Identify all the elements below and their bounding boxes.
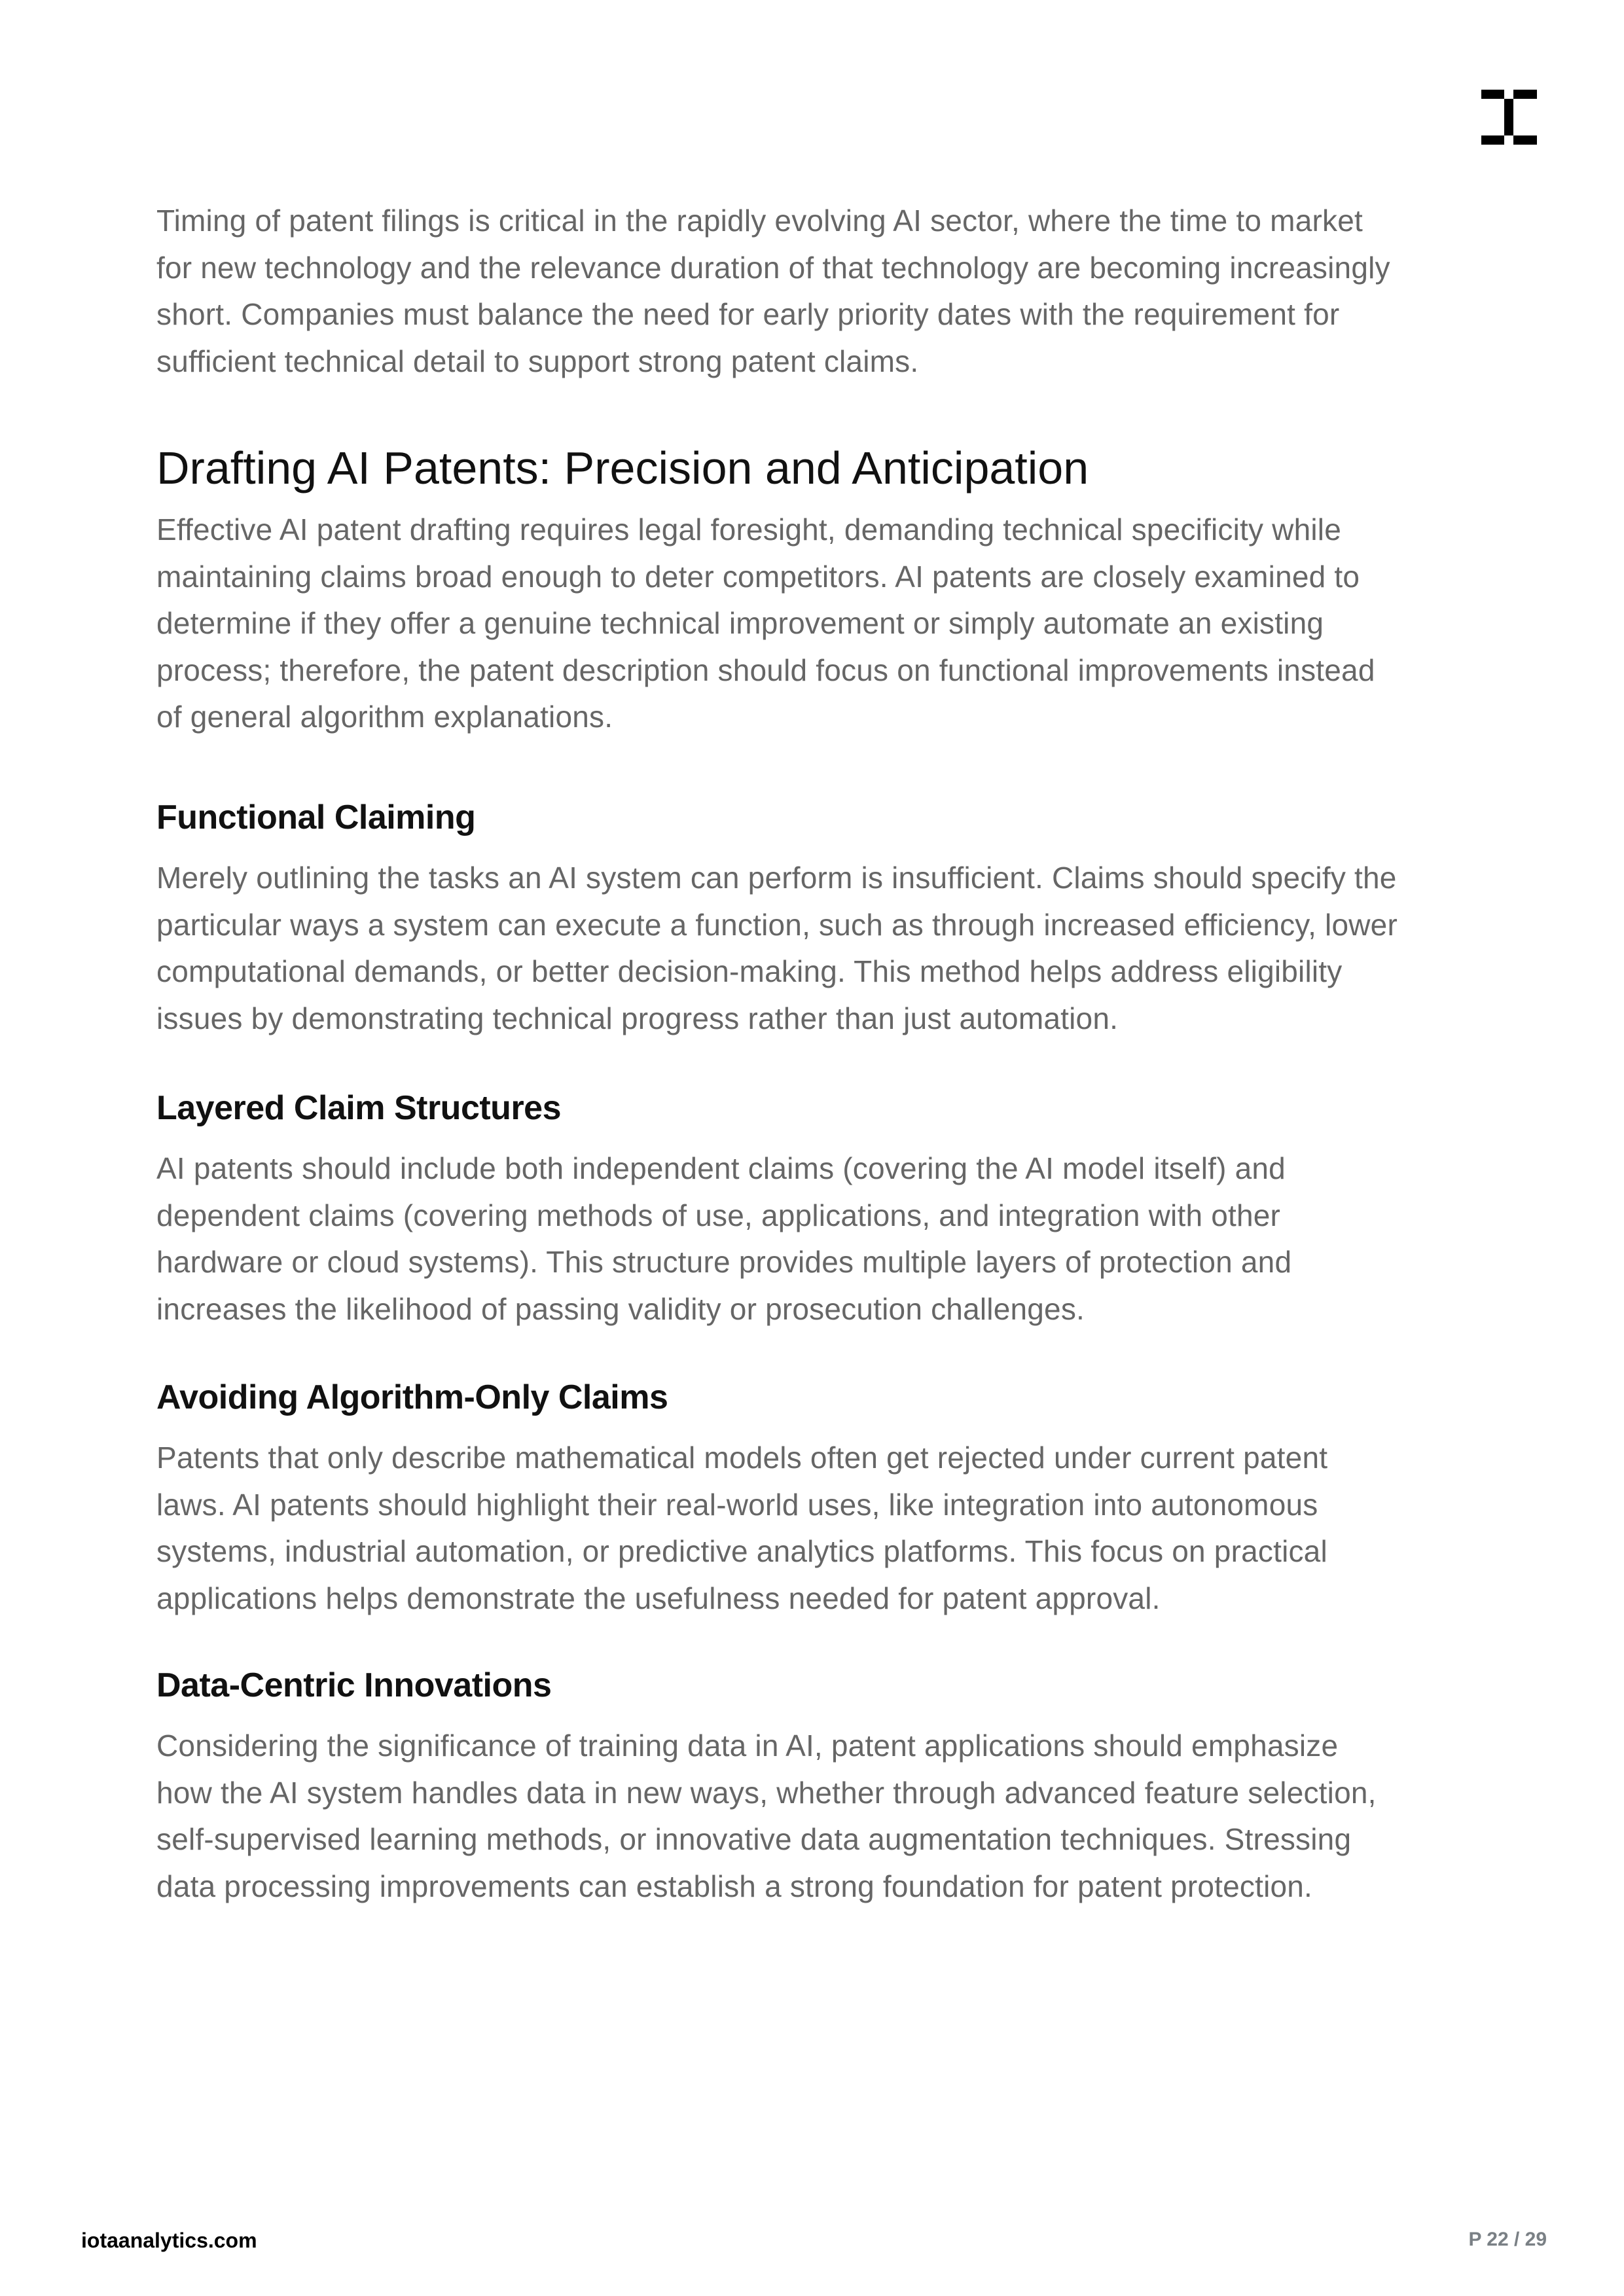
text-line: AI patents should include both independent claims (covering the AI model itself) and (156, 1151, 1286, 1185)
text-line: sufficient technical detail to support strong patent claims. (156, 344, 919, 378)
intro-paragraph (156, 198, 1518, 385)
text-line: increases the likelihood of passing validity or prosecution challenges. (156, 1291, 1085, 1326)
footer-website: iotaanalytics.com (81, 2229, 257, 2252)
text-line: process; therefore, the patent description should focus on functional improvements instead (156, 653, 1375, 687)
text-line: laws. AI patents should highlight their real-world uses, like integration into autonomous (156, 1487, 1318, 1522)
text-line: Effective AI patent drafting requires legal foresight, demanding technical specificity while (156, 512, 1341, 547)
text-line: Considering the significance of training data in AI, patent applications should emphasize (156, 1729, 1339, 1763)
subheading-layered-claims: Layered Claim Structures (156, 1089, 562, 1127)
section-paragraph (156, 1723, 1518, 1910)
section-paragraph (156, 507, 1518, 741)
text-line: Patents that only describe mathematical models often get rejected under current patent (156, 1441, 1328, 1475)
text-line: computational demands, or better decision-making. This method helps address eligibility (156, 954, 1343, 988)
subheading-functional-claiming: Functional Claiming (156, 798, 476, 836)
text-line: dependent claims (covering methods of use, applications, and integration with other (156, 1198, 1281, 1232)
text-line: systems, industrial automation, or predictive analytics platforms. This focus on practical (156, 1534, 1327, 1568)
text-line: short. Companies must balance the need for early priority dates with the requirement for (156, 297, 1340, 331)
text-line: how the AI system handles data in new ways, whether through advanced feature selection, (156, 1775, 1377, 1810)
text-line: of general algorithm explanations. (156, 700, 613, 734)
logo-icon (1481, 90, 1537, 145)
text-line: data processing improvements can establish a strong foundation for patent protection. (156, 1869, 1313, 1903)
text-line: hardware or cloud systems). This structure provides multiple layers of protection and (156, 1245, 1292, 1279)
section-paragraph (156, 855, 1518, 1042)
section-heading: Drafting AI Patents: Precision and Anticipation (156, 442, 1089, 493)
page-number: P 22 / 29 (1468, 2229, 1547, 2250)
text-line: Timing of patent filings is critical in the rapidly evolving AI sector, where the time to market (156, 204, 1363, 238)
text-line: applications helps demonstrate the usefulness needed for patent approval. (156, 1581, 1161, 1615)
subheading-avoiding-algorithm-claims: Avoiding Algorithm-Only Claims (156, 1378, 668, 1416)
text-line: issues by demonstrating technical progress rather than just automation. (156, 1001, 1119, 1035)
text-line: determine if they offer a genuine technical improvement or simply automate an existing (156, 606, 1324, 640)
text-line: particular ways a system can execute a function, such as through increased efficiency, lower (156, 907, 1398, 942)
section-paragraph (156, 1145, 1518, 1333)
text-line: for new technology and the relevance duration of that technology are becoming increasingly (156, 250, 1390, 285)
section-paragraph (156, 1435, 1518, 1622)
text-line: self-supervised learning methods, or innovative data augmentation techniques. Stressing (156, 1822, 1352, 1856)
text-line: maintaining claims broad enough to deter competitors. AI patents are closely examined to (156, 559, 1360, 594)
subheading-data-centric: Data-Centric Innovations (156, 1666, 552, 1704)
text-line: Merely outlining the tasks an AI system can perform is insufficient. Claims should specify the (156, 861, 1397, 895)
